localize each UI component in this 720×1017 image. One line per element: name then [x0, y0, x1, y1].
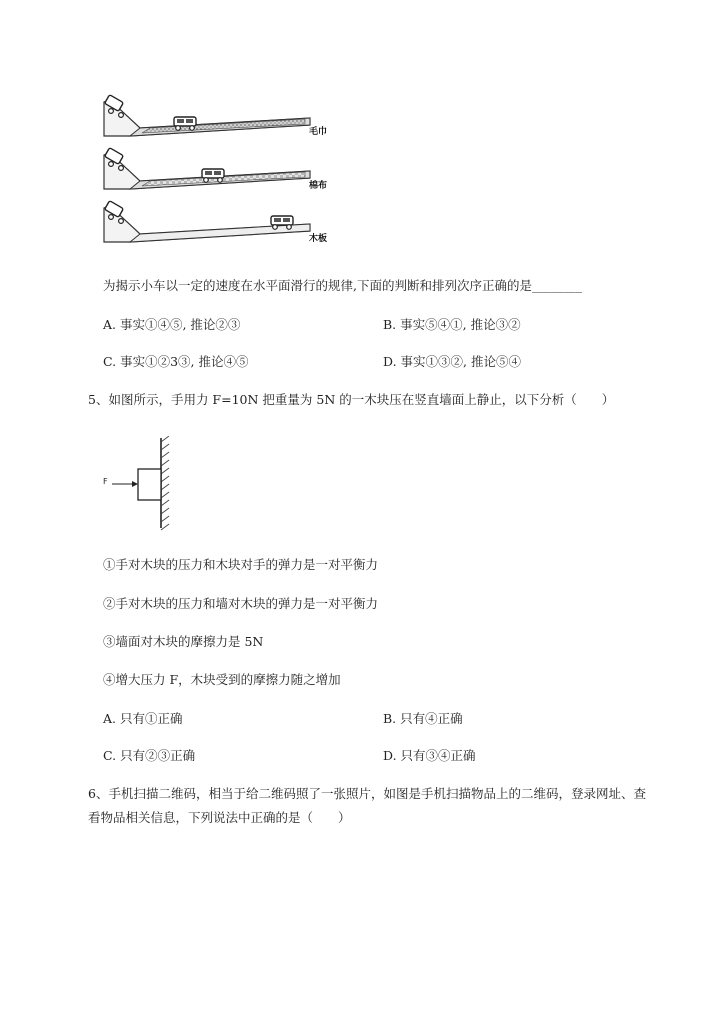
ramp-wood — [104, 201, 310, 242]
ramp-towel — [104, 95, 310, 136]
q4-stem: 为揭示小车以一定的速度在水平面滑行的规律,下面的判断和排列次序正确的是________ — [103, 278, 582, 293]
surface-label-wood: 木板 — [309, 234, 328, 244]
q4-option-c: C. 事实①②3③, 推论④⑤ — [103, 354, 249, 369]
force-label: F — [103, 477, 108, 486]
surface-label-cloth: 棉布 — [309, 181, 328, 191]
q5-option-c: C. 只有②③正确 — [103, 748, 196, 763]
wall — [161, 436, 169, 530]
ramp-cloth — [104, 148, 310, 189]
q5-statement-3: ③墙面对木块的摩擦力是 5N — [103, 634, 264, 649]
q5-statement-2: ②手对木块的压力和墙对木块的弹力是一对平衡力 — [103, 596, 379, 611]
ramp-figure — [100, 92, 328, 250]
q6-stem-line2: 看物品相关信息，下列说法中正确的是（ ） — [88, 810, 351, 825]
surface-label-towel: 毛巾 — [309, 127, 328, 137]
q4-option-d: D. 事实①③②, 推论⑤④ — [383, 354, 521, 369]
q5-statement-1: ①手对木块的压力和木块对手的弹力是一对平衡力 — [103, 557, 379, 572]
wood-block — [138, 469, 161, 500]
q5-option-d: D. 只有③④正确 — [383, 748, 476, 763]
q4-option-b: B. 事实⑤④①, 推论③② — [383, 317, 521, 332]
q5-statement-4: ④增大压力 F，木块受到的摩擦力随之增加 — [103, 672, 341, 687]
q6-stem-line1: 6、手机扫描二维码，相当于给二维码照了一张照片，如图是手机扫描物品上的二维码，登录网址、查 — [88, 786, 646, 801]
q5-option-b: B. 只有④正确 — [383, 711, 463, 726]
q4-option-a: A. 事实①④⑤, 推论②③ — [103, 317, 241, 332]
q5-stem: 5、如图所示，手用力 F=10N 把重量为 5N 的一木块压在竖直墙面上静止，以下分析（ ） — [88, 392, 615, 407]
q5-option-a: A. 只有①正确 — [103, 711, 183, 726]
arrowhead-icon — [132, 481, 138, 487]
force-wall-figure — [100, 436, 190, 532]
